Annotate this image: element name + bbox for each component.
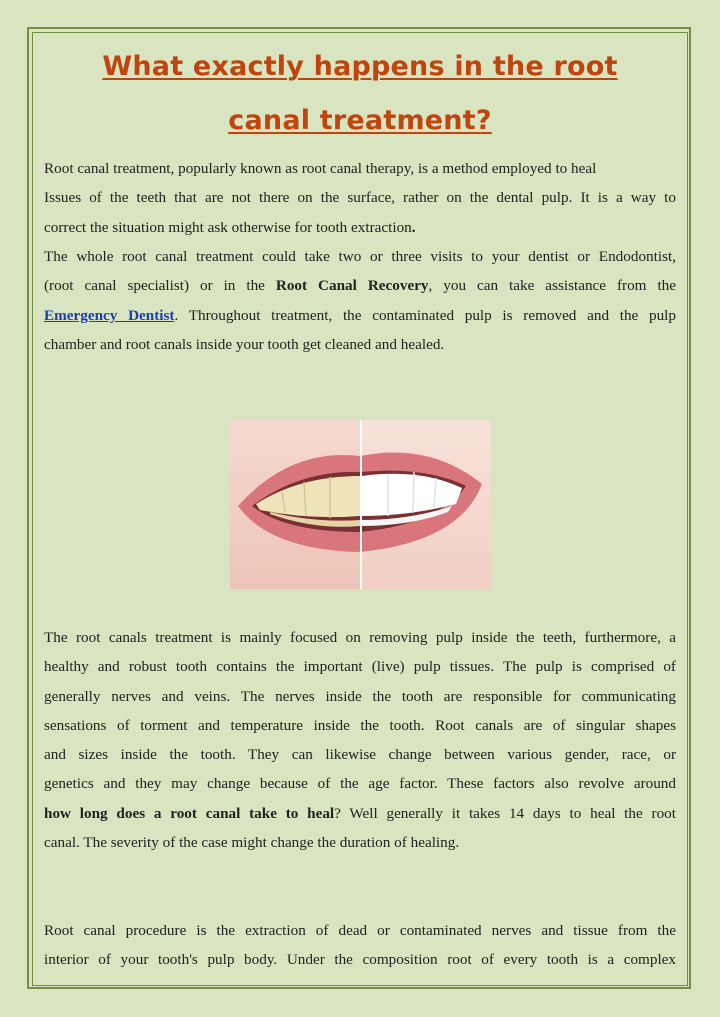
paragraph-line: The root canals treatment is mainly focused on removing pulp inside the teeth, furthermore, a	[44, 629, 676, 646]
paragraph-line: genetics and they may change because of the age factor. These factors also revolve around	[44, 775, 676, 793]
paragraph-line: Root canal procedure is the extraction of dead or contaminated nerves and tissue from the	[44, 922, 676, 939]
paragraph-text: . Throughout treatment, the contaminated pulp is removed and the pulp	[174, 306, 676, 324]
root-canal-recovery-bold: Root Canal Recovery	[275, 277, 429, 295]
teeth-whitening-photo	[230, 420, 491, 589]
paragraph-pulp	[44, 623, 676, 857]
paragraph-line	[44, 271, 676, 300]
paragraph-line: Issues of the teeth that are not there on the surface, rather on the dental pulp. It is a way to	[44, 189, 676, 207]
paragraph-line: chamber and root canals inside your tooth get cleaned and healed.	[44, 335, 445, 353]
paragraph-text: ? Well generally it takes 14 days to heal the root	[334, 804, 676, 822]
emergency-dentist-link[interactable]: Emergency Dentist	[44, 306, 175, 324]
title-line-2: canal treatment?	[228, 105, 492, 136]
paragraph-intro	[44, 154, 676, 242]
paragraph-line	[44, 213, 676, 242]
paragraph-line: Root canal treatment, popularly known as root canal therapy, is a method employed to heal	[44, 160, 597, 177]
paragraph-line	[44, 799, 676, 828]
paragraph-period: .	[411, 218, 416, 236]
paragraph-line: sensations of torment and temperature inside the tooth. Root canals are of singular shapes	[44, 716, 676, 734]
paragraph-text: (root canal specialist) or in the	[44, 277, 276, 295]
paragraph-text: , you can take assistance from the	[428, 277, 676, 295]
paragraph-line	[44, 301, 676, 330]
paragraph-text: correct the situation might ask otherwise for tooth extraction	[44, 218, 412, 236]
paragraph-procedure	[44, 916, 676, 975]
smile-illustration	[230, 420, 491, 589]
paragraph-line: The whole root canal treatment could take two or three visits to your dentist or Endodontist,	[44, 248, 676, 265]
paragraph-line: and sizes inside the tooth. They can likewise change between various gender, race, or	[44, 746, 676, 764]
paragraph-line: generally nerves and veins. The nerves inside the tooth are responsible for communicating	[44, 687, 676, 705]
title-line-1: What exactly happens in the root	[102, 51, 618, 82]
article-title	[40, 40, 680, 148]
paragraph-line: interior of your tooth's pulp body. Under the composition root of every tooth is a complex	[44, 951, 676, 969]
paragraph-visits	[44, 242, 676, 359]
paragraph-line: canal. The severity of the case might change the duration of healing.	[44, 834, 460, 852]
heal-question-bold: how long does a root canal take to heal	[44, 804, 335, 822]
paragraph-line: healthy and robust tooth contains the important (live) pulp tissues. The pulp is comprised of	[44, 658, 676, 676]
